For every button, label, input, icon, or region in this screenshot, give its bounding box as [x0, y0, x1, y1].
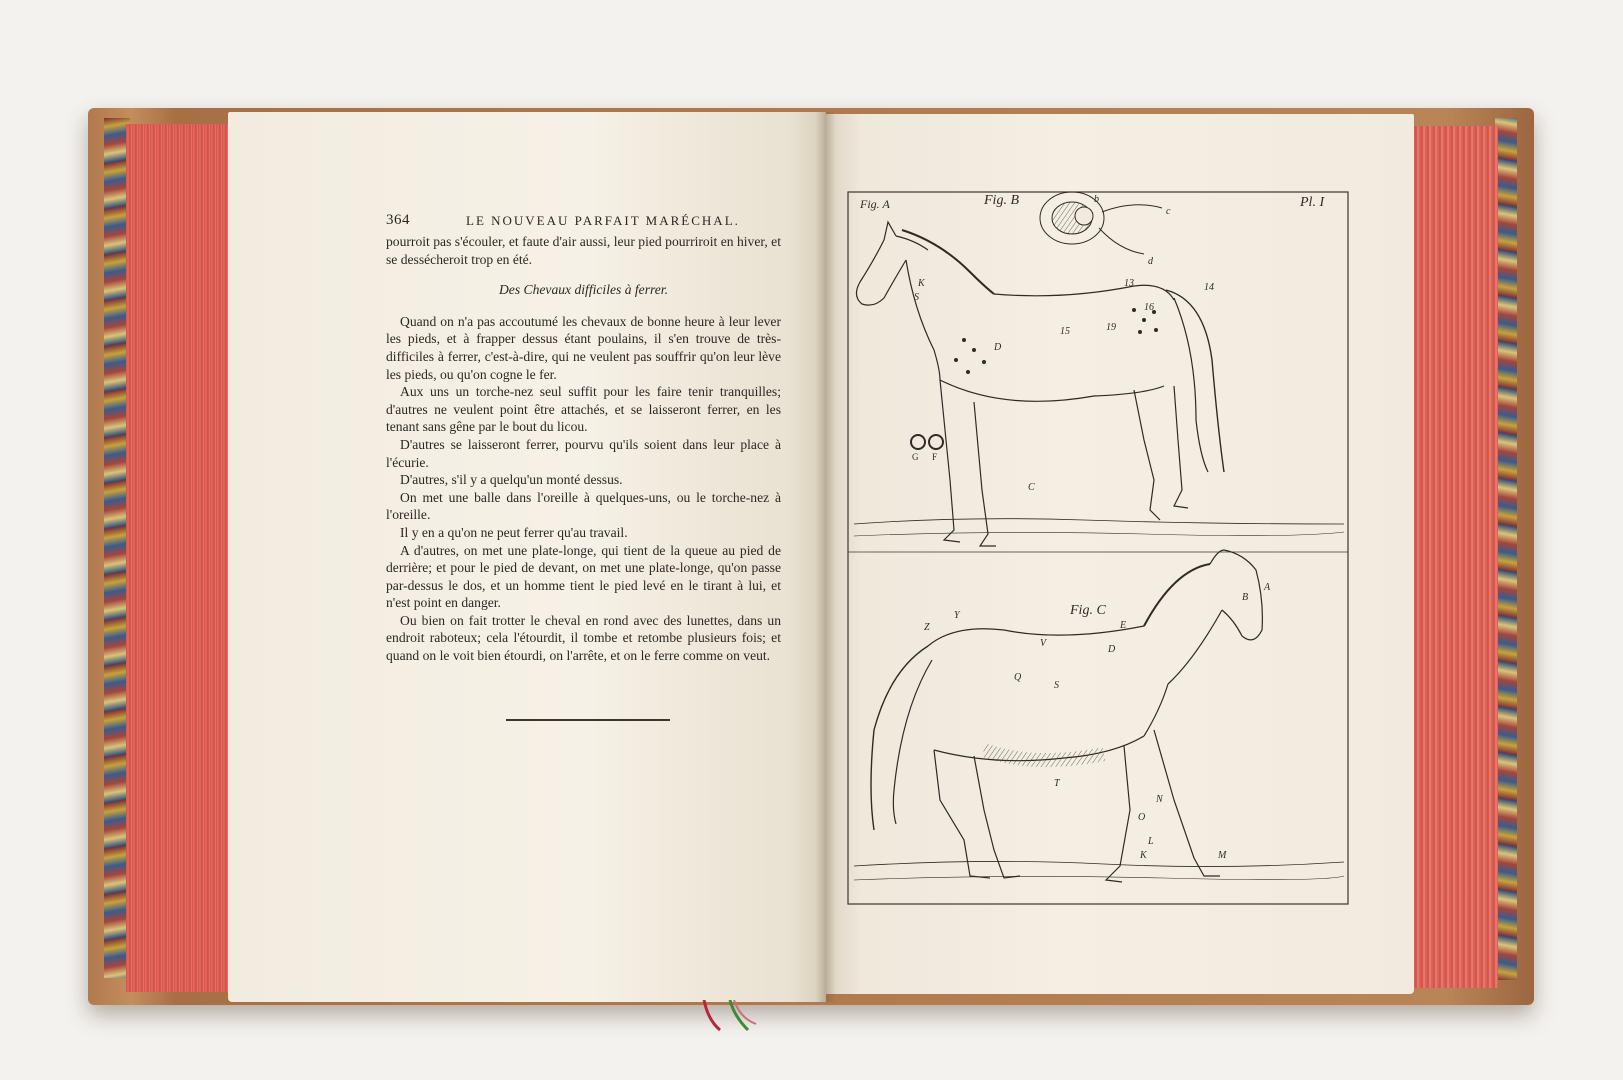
horse-fig-c [871, 550, 1262, 882]
svg-text:B: B [1242, 592, 1249, 603]
fig-b-label: Fig. B [984, 193, 1019, 208]
paragraph: Aux uns un torche-nez seul suffit pour les faire tenir tranquilles; d'autres ne veulent point être attachés, et se laisseront ferrer, en les tenant sans gêne par le bout du licou. [386, 384, 781, 435]
paragraph: Ou bien on fait trotter le cheval en rond avec des lunettes, dans un endroit raboteux; cela l'étourdit, il tombe et retombe plusieurs fois; et quand on le voit bien étourdi, on l'arrête, et on le ferre comme on veut. [386, 612, 781, 664]
svg-text:13: 13 [1124, 278, 1134, 289]
end-rule [506, 719, 670, 721]
section-heading: Des Chevaux difficiles à ferrer. [498, 282, 668, 298]
svg-text:E: E [1120, 620, 1127, 631]
running-title: LE NOUVEAU PARFAIT MARÉCHAL. [466, 213, 740, 228]
paragraph: D'autres se laisseront ferrer, pourvu qu'ils soient dans leur place à l'écurie. [386, 436, 781, 470]
eye-illustration [1040, 192, 1171, 267]
paragraph: A d'autres, on met une plate-longe, qui tient de la queue au pied de derrière; et pour le pied de devant, on met une plate-longe, qu'on passe par-dessus le dos, et un homme tient le pied levé en le tirant à lui, et n'est point en danger. [386, 542, 781, 611]
paragraph: pourroit pas s'écouler, et faute d'air aussi, leur pied pourriroit en hiver, et se dessécheroit trop en été. [386, 234, 781, 267]
svg-text:b: b [1094, 194, 1099, 205]
hoof-details [911, 435, 943, 462]
svg-text:Q: Q [1014, 672, 1022, 683]
svg-text:Z: Z [924, 622, 930, 633]
svg-text:15: 15 [1060, 326, 1070, 337]
svg-text:Y: Y [954, 610, 960, 621]
svg-text:N: N [1156, 794, 1163, 805]
ribbon-bookmark [700, 1000, 760, 1040]
plate-border [848, 192, 1348, 904]
engraving-plate [844, 190, 1356, 922]
svg-text:D: D [1108, 644, 1116, 655]
svg-text:d: d [1148, 256, 1153, 267]
svg-text:C: C [1028, 482, 1035, 493]
paragraph: Il y en a qu'on ne peut ferrer qu'au travail. [400, 524, 628, 540]
svg-text:T: T [1054, 778, 1060, 789]
red-page-edges-right [1414, 126, 1498, 988]
svg-text:F: F [932, 452, 938, 462]
horse-a-letters [914, 278, 1214, 493]
page-number: 364 [386, 212, 410, 228]
paragraph: On met une balle dans l'oreille à quelques-uns, ou le torche-nez à l'oreille. [386, 489, 781, 523]
svg-text:S: S [1054, 680, 1059, 691]
paragraph: Quand on n'a pas accoutumé les chevaux de bonne heure à leur lever les pieds, et à frapper dessus étant poulains, il s'en trouve de très-difficiles à ferrer, c'est-à-dire, qui ne veulent pas souffrir qu'on leur lève les pieds, ou qu'on cogne le fer. [386, 313, 781, 382]
red-page-edges-left [126, 124, 234, 992]
svg-text:G: G [912, 452, 919, 462]
page-text [386, 233, 781, 665]
svg-text:c: c [1166, 206, 1171, 217]
svg-text:L: L [1148, 836, 1154, 847]
running-head [386, 212, 786, 232]
svg-text:K: K [918, 278, 925, 289]
svg-text:M: M [1218, 850, 1227, 861]
svg-text:D: D [994, 342, 1002, 353]
fig-a-label: Fig. A [860, 197, 890, 211]
book-gutter [816, 112, 836, 1002]
plate-number: Pl. I [1300, 195, 1325, 210]
horse-c-letters [924, 582, 1271, 861]
svg-text:19: 19 [1106, 322, 1116, 333]
svg-text:S: S [914, 292, 919, 303]
paragraph: D'autres, s'il y a quelqu'un monté dessus. [400, 472, 623, 488]
fig-c-label: Fig. C [1070, 603, 1106, 618]
svg-text:K: K [1140, 850, 1147, 861]
svg-text:O: O [1138, 812, 1146, 823]
svg-text:A: A [1264, 582, 1271, 593]
horse-fig-a [856, 222, 1224, 546]
svg-text:V: V [1040, 638, 1047, 649]
marbled-endpaper-right [1495, 118, 1517, 980]
svg-text:16: 16 [1144, 302, 1154, 313]
svg-text:14: 14 [1204, 282, 1214, 293]
